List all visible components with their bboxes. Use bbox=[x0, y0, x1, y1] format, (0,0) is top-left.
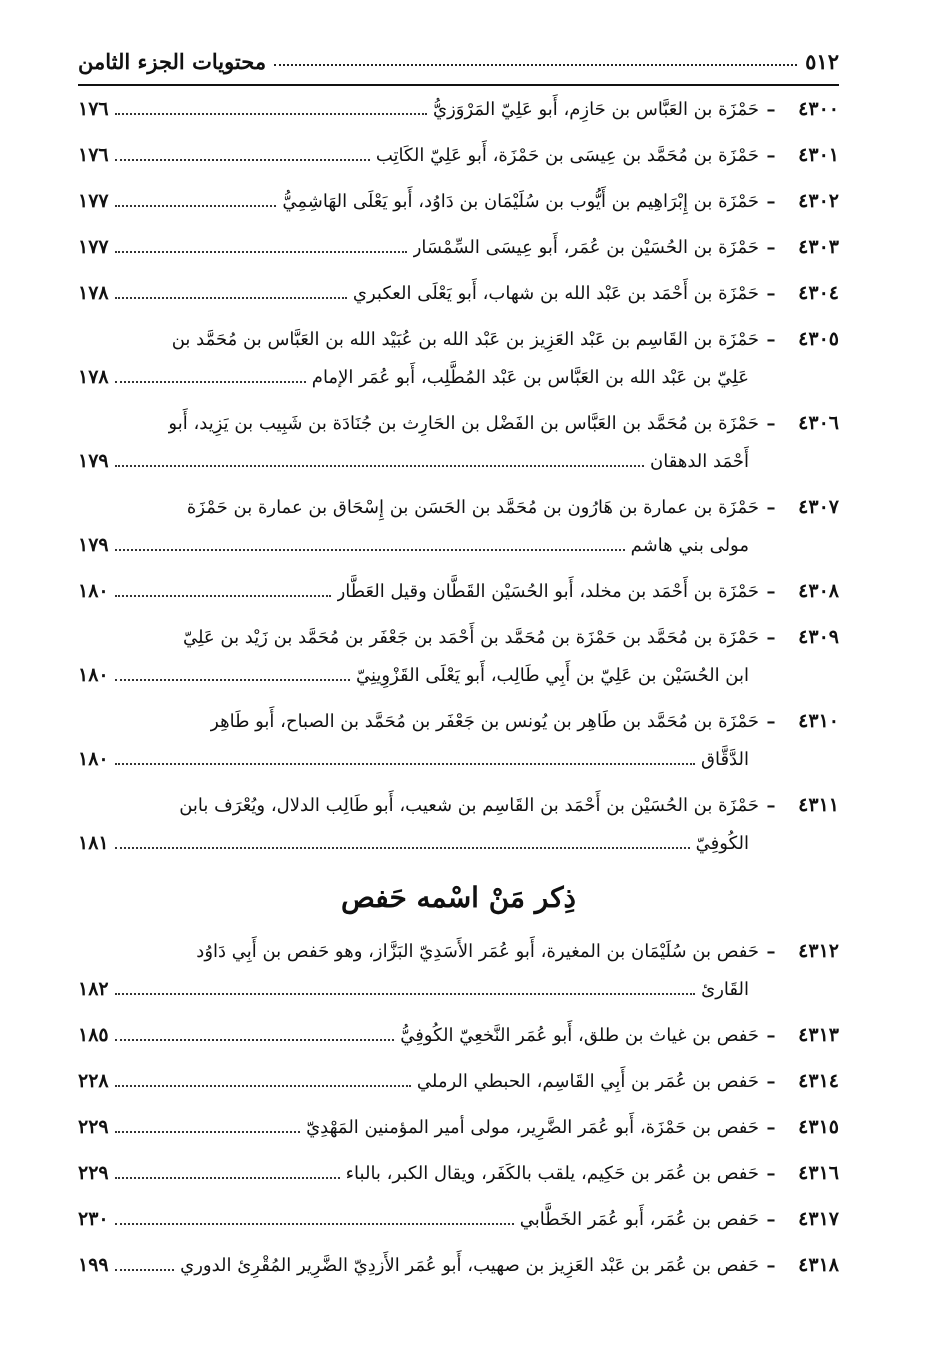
entry-number: ٤٣٠٠ bbox=[798, 98, 839, 120]
entry-text: حَمْزَة بن أَحْمَد بن عَبْد الله بن شهاب، أَبو يَعْلَى العكبري bbox=[352, 283, 759, 304]
entry-text: حَمْزَة بن عمارة بن هَارُون بن مُحَمَّد بن الحَسَن بن إِسْحَاق بن عمارة بن حَمْزَة bbox=[186, 497, 759, 518]
entry-line bbox=[78, 320, 839, 358]
entry-text: حَمْزَة بن أَحْمَد بن مخلد، أَبو الحُسَيْن القَطَّان وقيل العَطَّار bbox=[336, 581, 759, 602]
entry-text: حَمْزَة بن مُحَمَّد بن العَبَّاس بن الفَضْل بن الحَارِث بن جُنَادَة بن شَبِيب بن يَزِيد، أَبو bbox=[168, 413, 759, 434]
entry-continuation-text: أَحْمَد الدهقان bbox=[650, 451, 749, 472]
entry-continuation-line bbox=[78, 442, 749, 480]
dot-leader bbox=[115, 371, 306, 383]
dot-leader bbox=[115, 287, 347, 299]
list-item bbox=[78, 90, 839, 128]
entry-line bbox=[78, 1016, 839, 1054]
entry-page: ١٨٢ bbox=[78, 978, 109, 1000]
entry-line bbox=[78, 1246, 839, 1284]
entry-dash: – bbox=[766, 581, 776, 602]
entry-page: ١٨٠ bbox=[78, 580, 109, 602]
entry-number: ٤٣١٨ bbox=[798, 1254, 839, 1276]
entry-page: ١٧٨ bbox=[78, 282, 109, 304]
entry-page: ٢٢٨ bbox=[78, 1070, 109, 1092]
entry-dash: – bbox=[766, 1117, 776, 1138]
entry-text: حَفص بن عُمَر، أَبو عُمَر الخَطَّابي bbox=[519, 1209, 759, 1230]
dot-leader bbox=[115, 1213, 514, 1225]
entry-line bbox=[78, 90, 839, 128]
entry-line bbox=[78, 786, 839, 824]
entry-page: ٢٣٠ bbox=[78, 1208, 109, 1230]
header-dot-leader bbox=[274, 56, 797, 66]
entry-page: ١٨١ bbox=[78, 832, 109, 854]
running-head bbox=[78, 44, 839, 78]
entry-number: ٤٣١١ bbox=[798, 794, 839, 816]
dot-leader bbox=[115, 1029, 395, 1041]
entry-line bbox=[78, 1200, 839, 1238]
entry-line bbox=[78, 932, 839, 970]
list-item bbox=[78, 488, 839, 564]
entry-dash: – bbox=[766, 1255, 776, 1276]
list-item bbox=[78, 786, 839, 862]
entry-text: حَمْزَة بن مُحَمَّد بن عِيسَى بن حَمْزَة، أَبو عَلِيّ الكَاتِب bbox=[375, 145, 759, 166]
entry-number: ٤٣٠٤ bbox=[798, 282, 839, 304]
entry-continuation-text: القَارئ bbox=[701, 979, 749, 1000]
entry-text: حَفص بن غياث بن طلق، أَبو عُمَر النَّخعِيّ الكُوفِيُّ bbox=[400, 1025, 759, 1046]
entry-text: حَمْزَة بن الحُسَيْن بن أَحْمَد بن القَاسِم بن شعيب، أَبو طَالِب الدلال، ويُعْرَف بابن bbox=[179, 795, 759, 816]
entry-line bbox=[78, 488, 839, 526]
entry-line bbox=[78, 702, 839, 740]
dot-leader bbox=[115, 149, 370, 161]
dot-leader bbox=[115, 585, 331, 597]
entry-continuation-text: مولى بني هاشم bbox=[630, 535, 749, 556]
entry-dash: – bbox=[766, 1025, 776, 1046]
entry-dash: – bbox=[766, 497, 776, 518]
entry-text: حَفص بن عُمَر بن عَبْد العَزِيز بن صهيب، أَبو عُمَر الأَزدِيّ الضَّرِير المُقْرِئ الدوري bbox=[180, 1255, 759, 1276]
entry-dash: – bbox=[766, 795, 776, 816]
entry-line bbox=[78, 274, 839, 312]
entry-page: ١٧٧ bbox=[78, 190, 109, 212]
header-rule bbox=[78, 84, 839, 86]
entry-page: ١٧٩ bbox=[78, 534, 109, 556]
entry-continuation-text: الكُوفِيّ bbox=[695, 833, 749, 854]
entry-line bbox=[78, 136, 839, 174]
entry-dash: – bbox=[766, 237, 776, 258]
entry-continuation-line bbox=[78, 970, 749, 1008]
entry-continuation-line bbox=[78, 358, 749, 396]
entry-line bbox=[78, 182, 839, 220]
entry-number: ٤٣٠٣ bbox=[798, 236, 839, 258]
entry-page: ١٧٦ bbox=[78, 98, 109, 120]
entry-text: حَمْزَة بن العَبَّاس بن حَازِم، أَبو عَلِيّ المَرْوَزيُّ bbox=[433, 99, 759, 120]
entry-number: ٤٣٠٢ bbox=[798, 190, 839, 212]
entry-continuation-text: ابن الحُسَيْن بن عَلِيّ بن أَبِي طَالِب، أَبو يَعْلَى القَزْوِينِيّ bbox=[355, 665, 749, 686]
entry-number: ٤٣١٣ bbox=[798, 1024, 839, 1046]
entry-number: ٤٣١٥ bbox=[798, 1116, 839, 1138]
contents-list bbox=[78, 90, 839, 1292]
entry-number: ٤٣٠٨ bbox=[798, 580, 839, 602]
entry-text: حَمْزَة بن إِبْرَاهِيم بن أَيُّوب بن سُلَيْمَان بن دَاوُد، أَبو يَعْلَى الهَاشِمِيُّ bbox=[282, 191, 759, 212]
dot-leader bbox=[115, 753, 695, 765]
entry-number: ٤٣١٦ bbox=[798, 1162, 839, 1184]
entry-page: ١٨٥ bbox=[78, 1024, 109, 1046]
entry-text: حَفص بن عُمَر بن حَكِيم، يلقب بالكَفَر، ويقال الكبر، بالباء bbox=[345, 1163, 759, 1184]
entry-dash: – bbox=[766, 1071, 776, 1092]
entry-dash: – bbox=[766, 413, 776, 434]
list-item bbox=[78, 404, 839, 480]
entry-dash: – bbox=[766, 191, 776, 212]
list-item bbox=[78, 274, 839, 312]
entry-number: ٤٣٠٦ bbox=[798, 412, 839, 434]
entry-number: ٤٣٠٥ bbox=[798, 328, 839, 350]
entry-dash: – bbox=[766, 711, 776, 732]
entry-page: ٢٢٩ bbox=[78, 1116, 109, 1138]
list-item bbox=[78, 1154, 839, 1192]
list-item bbox=[78, 618, 839, 694]
dot-leader bbox=[115, 1259, 174, 1271]
entry-dash: – bbox=[766, 99, 776, 120]
dot-leader bbox=[115, 103, 427, 115]
list-item bbox=[78, 1246, 839, 1284]
entry-page: ٢٢٩ bbox=[78, 1162, 109, 1184]
entry-line bbox=[78, 618, 839, 656]
list-item bbox=[78, 228, 839, 266]
entry-continuation-text: عَلِيّ بن عَبْد الله بن العَبَّاس بن عَبْد المُطَّلِب، أَبو عُمَر الإمام bbox=[311, 367, 749, 388]
entry-text: حَمْزَة بن الحُسَيْن بن عُمَر، أَبو عِيسَى السِّمْسَار bbox=[412, 237, 759, 258]
entry-line bbox=[78, 1108, 839, 1146]
entry-dash: – bbox=[766, 145, 776, 166]
list-item bbox=[78, 572, 839, 610]
entry-continuation-line bbox=[78, 526, 749, 564]
dot-leader bbox=[115, 455, 644, 467]
entry-page: ١٧٧ bbox=[78, 236, 109, 258]
entry-text: حَفص بن عُمَر بن أَبِي القَاسِم، الحبطي الرملي bbox=[416, 1071, 759, 1092]
section-heading: ذِكر مَنْ اسْمه حَفص bbox=[340, 881, 577, 914]
entry-line bbox=[78, 404, 839, 442]
dot-leader bbox=[115, 241, 407, 253]
entry-text: حَفص بن حَمْزَة، أَبو عُمَر الضَّرِير، مولى أمير المؤمنين المَهْدِيّ bbox=[306, 1117, 759, 1138]
dot-leader bbox=[115, 983, 696, 995]
entry-dash: – bbox=[766, 627, 776, 648]
dot-leader bbox=[115, 539, 625, 551]
entry-line bbox=[78, 1062, 839, 1100]
page-number: ٥١٢ bbox=[805, 48, 839, 74]
entry-dash: – bbox=[766, 941, 776, 962]
entry-text: حَمْزَة بن القَاسِم بن عَبْد العَزِيز بن عَبْد الله بن عُبَيْد الله بن العَبَّاس بن مُحَمَّد بن bbox=[171, 329, 759, 350]
list-item bbox=[78, 1016, 839, 1054]
entry-page: ١٧٨ bbox=[78, 366, 109, 388]
dot-leader bbox=[115, 1167, 340, 1179]
entry-continuation-line bbox=[78, 740, 749, 778]
entry-number: ٤٣٠٧ bbox=[798, 496, 839, 518]
entry-number: ٤٣٠١ bbox=[798, 144, 839, 166]
dot-leader bbox=[115, 195, 277, 207]
entry-number: ٤٣١٤ bbox=[798, 1070, 839, 1092]
dot-leader bbox=[115, 669, 350, 681]
entry-continuation-line bbox=[78, 656, 749, 694]
entry-text: حَمْزَة بن مُحَمَّد بن طَاهِر بن يُونس بن جَعْفَر بن مُحَمَّد بن الصباح، أَبو طَاهِر bbox=[210, 711, 759, 732]
entry-continuation-text: الدَّقَّاق bbox=[701, 749, 749, 770]
list-item bbox=[78, 182, 839, 220]
entry-dash: – bbox=[766, 1209, 776, 1230]
dot-leader bbox=[115, 837, 690, 849]
list-item bbox=[78, 1200, 839, 1238]
entry-line bbox=[78, 1154, 839, 1192]
entry-line bbox=[78, 572, 839, 610]
entry-number: ٤٣١٢ bbox=[798, 940, 839, 962]
list-item bbox=[78, 1108, 839, 1146]
list-item bbox=[78, 136, 839, 174]
entry-page: ١٧٦ bbox=[78, 144, 109, 166]
entry-continuation-line bbox=[78, 824, 749, 862]
entry-number: ٤٣١٧ bbox=[798, 1208, 839, 1230]
entry-page: ١٩٩ bbox=[78, 1254, 109, 1276]
entry-number: ٤٣٠٩ bbox=[798, 626, 839, 648]
entry-page: ١٨٠ bbox=[78, 664, 109, 686]
entry-text: حَمْزَة بن مُحَمَّد بن حَمْزَة بن مُحَمَّد بن أَحْمَد بن جَعْفَر بن مُحَمَّد بن زَيْد بن عَلِيّ bbox=[182, 627, 759, 648]
entry-page: ١٧٩ bbox=[78, 450, 109, 472]
entry-dash: – bbox=[766, 329, 776, 350]
list-item bbox=[78, 932, 839, 1008]
entry-line bbox=[78, 228, 839, 266]
dot-leader bbox=[115, 1075, 411, 1087]
running-title: محتويات الجزء الثامن bbox=[78, 48, 267, 74]
entry-dash: – bbox=[766, 1163, 776, 1184]
list-item bbox=[78, 320, 839, 396]
list-item bbox=[78, 702, 839, 778]
entry-text: حَفص بن سُلَيْمَان بن المغيرة، أَبو عُمَر الأَسَدِيّ البَزَّاز، وهو حَفص بن أَبِي دَاوُد bbox=[196, 941, 759, 962]
list-item bbox=[78, 1062, 839, 1100]
entry-page: ١٨٠ bbox=[78, 748, 109, 770]
entry-dash: – bbox=[766, 283, 776, 304]
dot-leader bbox=[115, 1121, 300, 1133]
entry-number: ٤٣١٠ bbox=[798, 710, 839, 732]
